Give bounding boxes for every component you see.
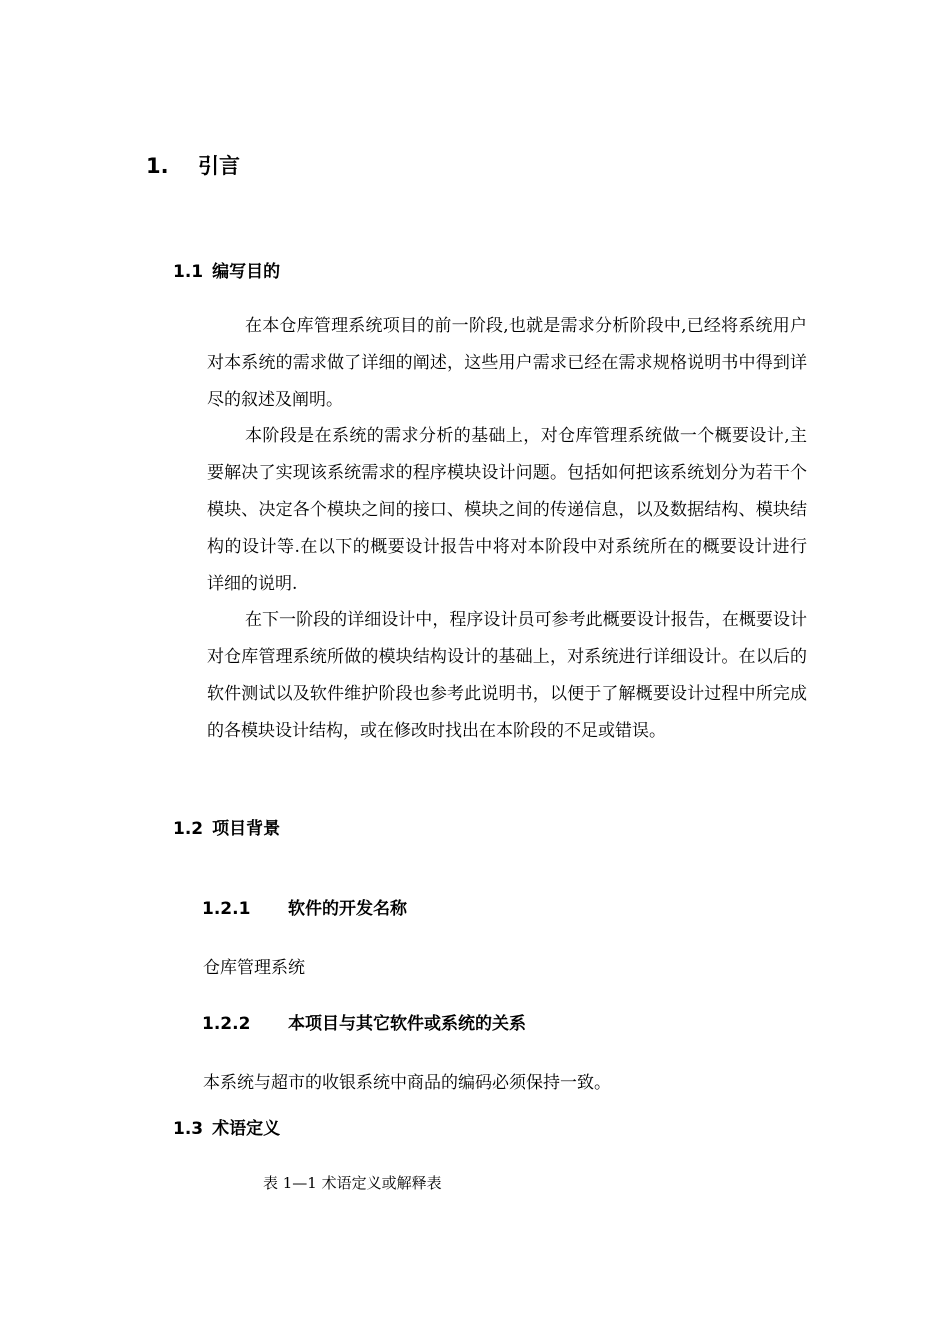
heading-number: 1.2.2 <box>202 1014 251 1034</box>
paragraph: 本阶段是在系统的需求分析的基础上，对仓库管理系统做一个概要设计,主要解决了实现该系统需求的程序模块设计问题。包括如何把该系统划分为若干个模块、决定各个模块之间的接口、模块之间的传递信息，以及数据结构、模块结构的设计等.在以下的概要设计报告中将对本阶段中对系统所在的概要设计进行详细的说明. <box>207 426 807 594</box>
relationship-text: 本系统与超市的收银系统中商品的编码必须保持一致。 <box>203 1073 611 1093</box>
heading-title: 引言 <box>198 154 240 178</box>
heading-number: 1. <box>146 154 169 178</box>
software-name-text: 仓库管理系统 <box>203 958 305 978</box>
heading-number: 1.2 <box>173 819 204 839</box>
heading-1-2-1-software-name <box>202 894 407 919</box>
paragraph: 在下一阶段的详细设计中，程序设计员可参考此概要设计报告，在概要设计对仓库管理系统所做的模块结构设计的基础上，对系统进行详细设计。在以后的软件测试以及软件维护阶段也参考此说明书，以便于了解概要设计过程中所完成的各模块设计结构，或在修改时找出在本阶段的不足或错误。 <box>207 610 807 741</box>
heading-number: 1.1 <box>173 262 204 282</box>
heading-number: 1.2.1 <box>202 899 251 919</box>
heading-title: 项目背景 <box>212 819 281 839</box>
heading-1-3-terminology <box>173 1114 280 1139</box>
heading-1-2-background <box>173 814 280 839</box>
heading-title: 术语定义 <box>212 1119 281 1139</box>
table-caption: 表 1—1 术语定义或解释表 <box>263 1174 442 1192</box>
heading-title: 本项目与其它软件或系统的关系 <box>288 1014 526 1034</box>
heading-title: 编写目的 <box>212 262 281 282</box>
heading-title: 软件的开发名称 <box>288 899 407 919</box>
heading-1-introduction <box>146 150 240 180</box>
heading-1-1-purpose <box>173 257 280 282</box>
paragraph: 在本仓库管理系统项目的前一阶段,也就是需求分析阶段中,已经将系统用户对本系统的需求做了详细的阐述，这些用户需求已经在需求规格说明书中得到详尽的叙述及阐明。 <box>207 316 807 410</box>
heading-1-2-2-relationship <box>202 1009 526 1034</box>
purpose-body <box>207 308 807 750</box>
heading-number: 1.3 <box>173 1119 204 1139</box>
